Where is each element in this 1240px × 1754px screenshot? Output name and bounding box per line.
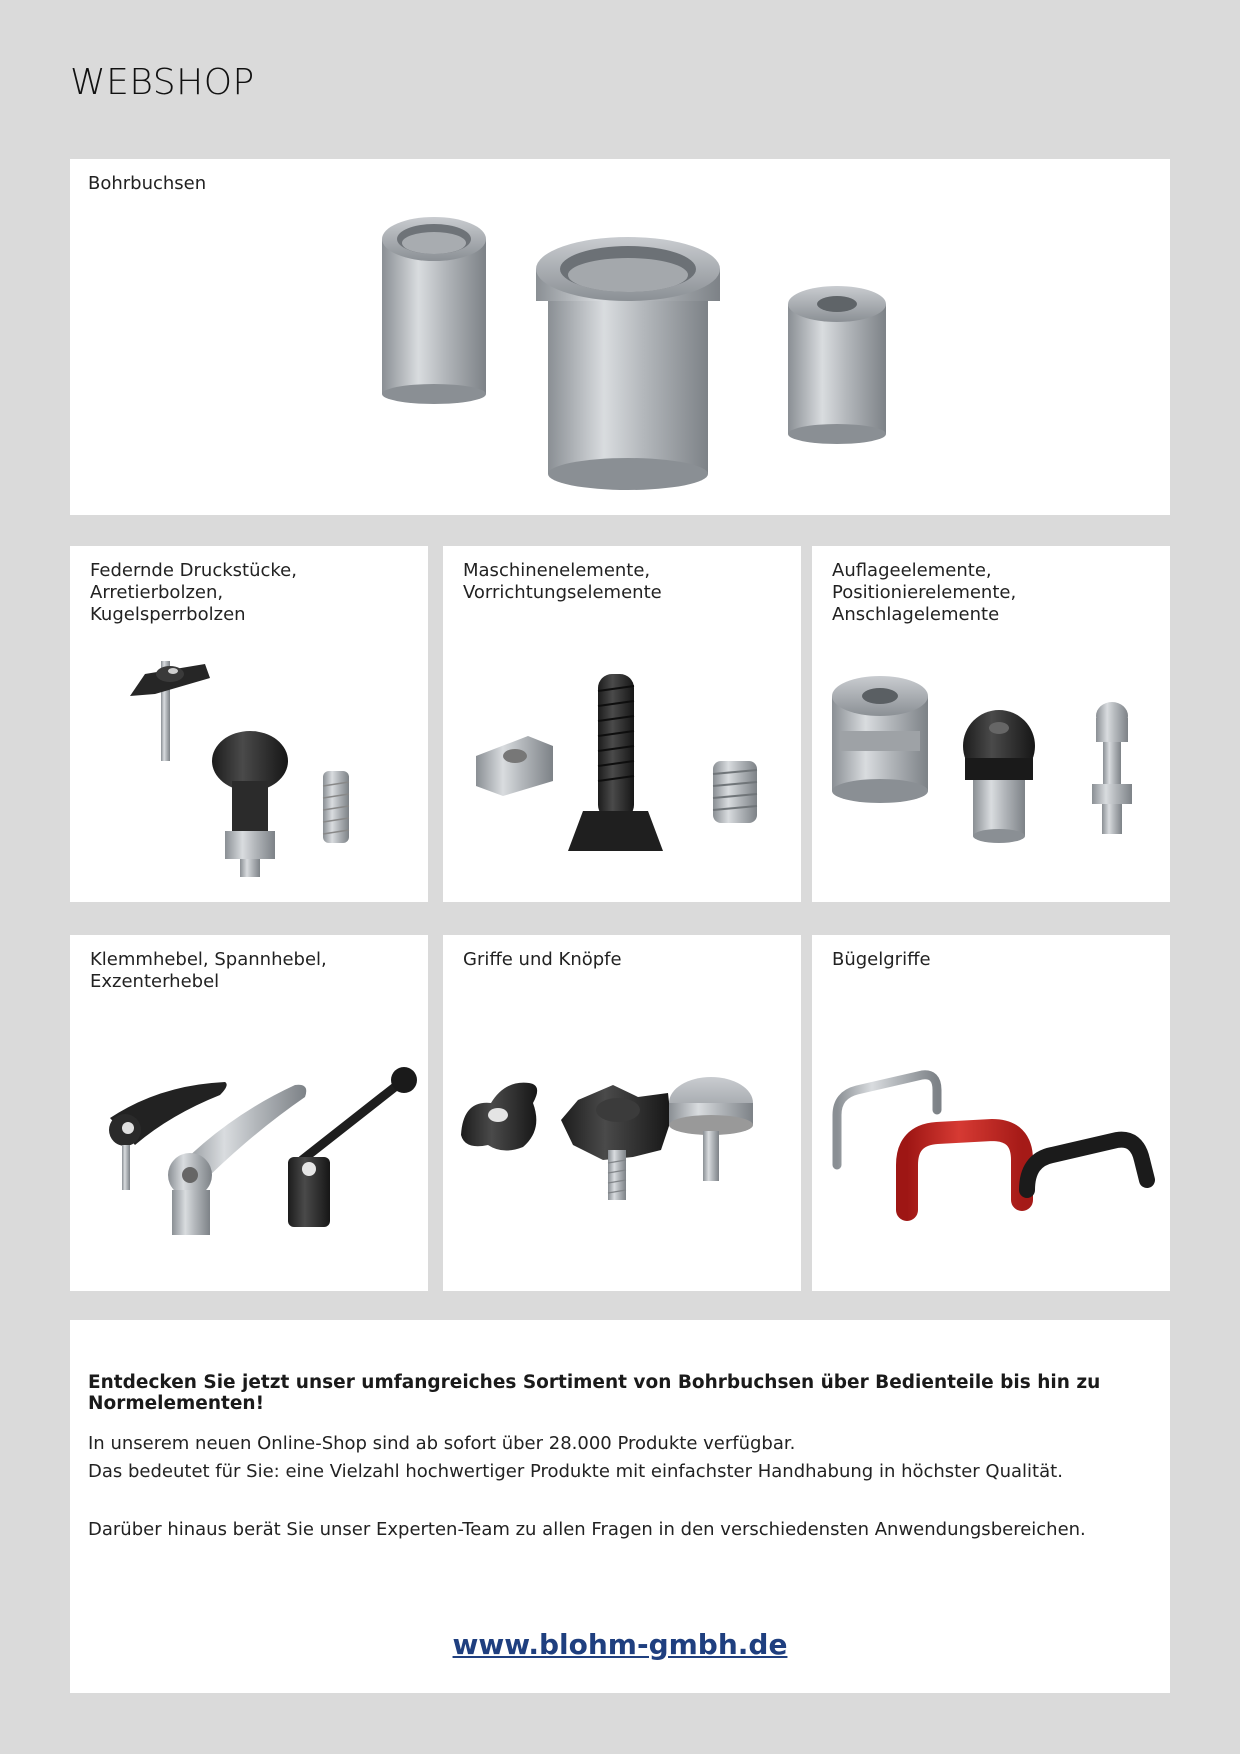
knobs-icon bbox=[443, 935, 801, 1291]
category-card-bohrbuchsen[interactable] bbox=[70, 159, 1170, 515]
positioning-elements-icon bbox=[812, 546, 1170, 902]
info-text-experts: Darüber hinaus berät Sie unser Experten-Team zu allen Fragen in den verschiedensten Anwendungsbereichen. bbox=[88, 1519, 1086, 1540]
category-card-griffe-knoepfe[interactable] bbox=[443, 935, 801, 1291]
info-headline: Entdecken Sie jetzt unser umfangreiches Sortiment von Bohrbuchsen über Bedienteile bis hin zu Normelementen! bbox=[88, 1372, 1101, 1414]
website-link[interactable]: www.blohm-gmbh.de bbox=[452, 1628, 788, 1661]
info-box bbox=[70, 1320, 1170, 1693]
drill-bushings-icon bbox=[70, 159, 1170, 515]
category-label: Klemmhebel, Spannhebel, Exzenterhebel bbox=[90, 949, 327, 992]
spring-plungers-icon bbox=[70, 546, 428, 902]
category-label: Maschinenelemente, Vorrichtungselemente bbox=[463, 560, 662, 603]
pull-handles-icon bbox=[812, 935, 1170, 1291]
category-card-maschinenelemente[interactable] bbox=[443, 546, 801, 902]
info-text-products: In unserem neuen Online-Shop sind ab sofort über 28.000 Produkte verfügbar. bbox=[88, 1433, 796, 1454]
page-title: WEBSHOP bbox=[70, 62, 255, 103]
category-label: Bohrbuchsen bbox=[88, 173, 207, 194]
category-card-federnde-druckstuecke[interactable] bbox=[70, 546, 428, 902]
category-label: Bügelgriffe bbox=[832, 949, 931, 970]
category-label: Griffe und Knöpfe bbox=[463, 949, 622, 970]
machine-elements-icon bbox=[443, 546, 801, 902]
category-card-auflageelemente[interactable] bbox=[812, 546, 1170, 902]
clamping-levers-icon bbox=[70, 935, 428, 1291]
info-text-benefits: Das bedeutet für Sie: eine Vielzahl hochwertiger Produkte mit einfachster Handhabung in höchster Qualität. bbox=[88, 1461, 1063, 1482]
category-card-buegelgriffe[interactable] bbox=[812, 935, 1170, 1291]
category-label: Federnde Druckstücke, Arretierbolzen, Kugelsperrbolzen bbox=[90, 560, 297, 625]
category-card-klemmhebel[interactable] bbox=[70, 935, 428, 1291]
category-label: Auflageelemente, Positionierelemente, Anschlagelemente bbox=[832, 560, 1017, 625]
